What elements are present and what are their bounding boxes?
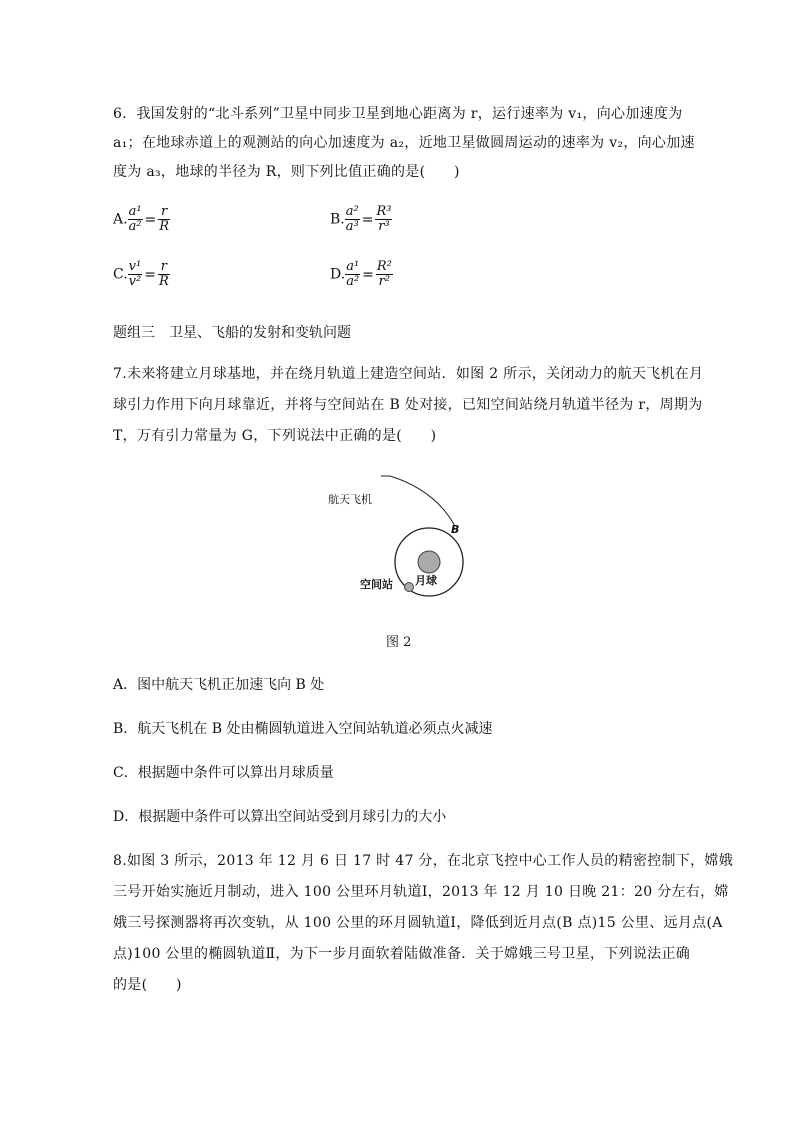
fraction-right: $\frac{\text{R³}}{\text{r³}}$ [376,204,392,234]
equals-sign: = [144,266,156,283]
option-label: A. [113,211,128,228]
shuttle-trajectory [390,476,455,526]
q6-text-line-3: 度为 a₃，地球的半径为 R，则下列比值正确的是( ) [113,164,460,180]
fraction-right: $\frac{r}{R}$ [158,259,169,289]
q7-text-line-2: 球引力作用下向月球靠近，并将与空间站在 B 处对接，已知空间站绕月轨道半径为 r，周期为 [113,397,703,413]
q6-option-a[interactable] [113,205,170,234]
figure-2-diagram [320,470,490,600]
fraction-left: $\frac{\text{a²}}{\text{a³}}$ [345,204,359,234]
q6-option-c[interactable] [113,260,170,289]
fraction-left: $\frac{\text{a¹}}{\text{a²}}$ [346,259,360,289]
moon-label: 月球 [415,574,437,587]
q6-text-line-1: 6．我国发射的“北斗系列”卫星中同步卫星到地心距离为 r，运行速率为 v₁，向心加速度为 [113,106,683,122]
q8-text-line-4: 点)100 公里的椭圆轨道Ⅱ，为下一步月面软着陆做准备．关于嫦娥三号卫星，下列说法正确 [113,946,691,962]
option-label: C. [113,266,128,283]
equals-sign: = [144,211,157,228]
q6-option-d[interactable] [330,260,393,289]
fraction-right: $\frac{\text{R²}}{\text{r²}}$ [376,259,392,289]
q7-option-d[interactable]: D．根据题中条件可以算出空间站受到月球引力的大小 [113,809,447,825]
space-station-icon [405,583,414,592]
equals-sign: = [362,266,374,283]
q8-text-line-5: 的是( ) [113,977,182,993]
fraction-right: $\frac{r}{R}$ [159,204,170,234]
q8-text-line-3: 娥三号探测器将再次变轨，从 100 公里的环月圆轨道Ⅰ，降低到近月点(B 点)15 公里、远月点(A [113,915,723,931]
q6-option-b[interactable] [330,205,392,234]
q8-text-line-1: 8.如图 3 所示，2013 年 12 月 6 日 17 时 47 分，在北京飞控中心工作人员的精密控制下，嫦娥 [113,853,733,869]
q7-option-b[interactable]: B．航天飞机在 B 处由椭圆轨道进入空间站轨道必须点火减速 [113,721,493,737]
option-label: B. [330,211,345,228]
option-label: D. [330,266,346,283]
q7-option-c[interactable]: C．根据题中条件可以算出月球质量 [113,765,334,781]
moon-icon [418,551,440,573]
figure-2-caption: 图 2 [386,635,412,650]
q8-text-line-2: 三号开始实施近月制动，进入 100 公里环月轨道Ⅰ，2013 年 12 月 10 日晚 21：20 分左右，嫦 [113,884,729,900]
fraction-left: $\frac{\text{a¹}}{\text{a²}}$ [128,204,142,234]
q7-option-a[interactable]: A．图中航天飞机正加速飞向 B 处 [113,677,325,693]
station-label: 空间站 [360,578,393,591]
point-b-label: B [451,523,460,536]
shuttle-label: 航天飞机 [328,493,372,506]
section-title: 题组三 卫星、飞船的发射和变轨问题 [113,325,351,341]
q7-text-line-1: 7.未来将建立月球基地，并在绕月轨道上建造空间站．如图 2 所示，关闭动力的航天飞机在月 [113,366,704,382]
q7-text-line-3: T，万有引力常量为 G，下列说法中正确的是( ) [113,428,437,444]
fraction-left: $\frac{\text{v¹}}{\text{v²}}$ [128,259,142,289]
equals-sign: = [361,211,374,228]
q6-text-line-2: a₁；在地球赤道上的观测站的向心加速度为 a₂，近地卫星做圆周运动的速率为 v₂，向心加速 [113,135,695,151]
